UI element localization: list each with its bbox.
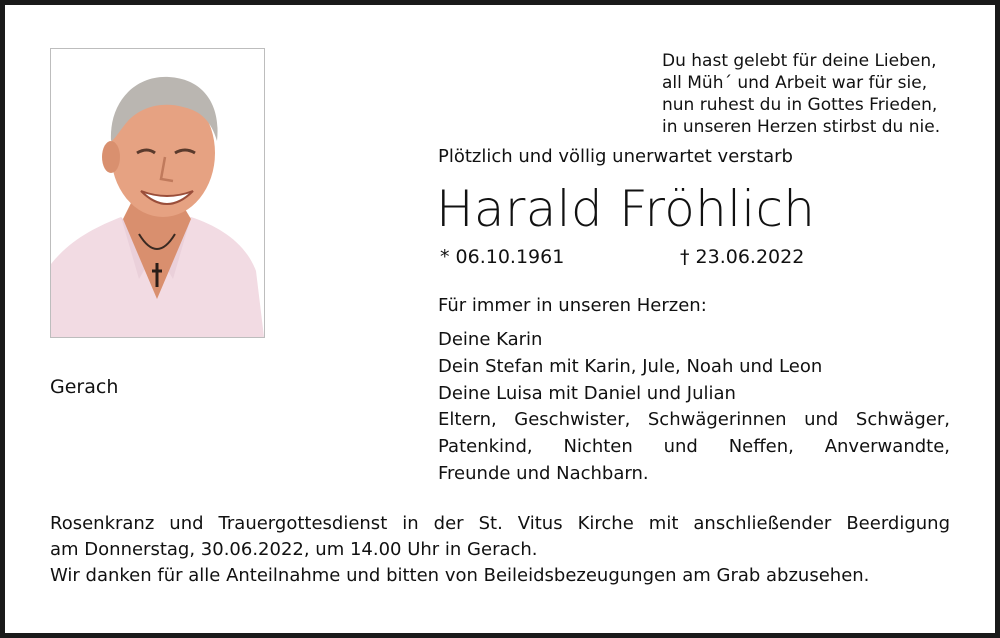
place-of-residence: Gerach bbox=[50, 376, 119, 398]
poem-line: nun ruhest du in Gottes Frieden, bbox=[662, 95, 938, 115]
portrait-illustration bbox=[51, 49, 264, 337]
mourner-line: Dein Stefan mit Karin, Jule, Noah und Leon bbox=[438, 355, 823, 377]
mourner-line: Patenkind, Nichten und Neffen, Anverwandte, bbox=[438, 436, 950, 458]
birth-date: * 06.10.1961 bbox=[440, 246, 565, 268]
mourner-line: Deine Luisa mit Daniel und Julian bbox=[438, 382, 736, 404]
mourner-line: Freunde und Nachbarn. bbox=[438, 462, 649, 484]
poem bbox=[662, 50, 940, 138]
remembrance-heading: Für immer in unseren Herzen: bbox=[438, 295, 707, 316]
mourner-line: Eltern, Geschwister, Schwägerinnen und Schwäger, bbox=[438, 409, 950, 431]
death-date: † 23.06.2022 bbox=[680, 246, 805, 268]
death-announcement-intro: Plötzlich und völlig unerwartet verstarb bbox=[438, 146, 793, 167]
portrait-photo bbox=[50, 48, 265, 338]
poem-line: in unseren Herzen stirbst du nie. bbox=[662, 117, 941, 137]
service-line: am Donnerstag, 30.06.2022, um 14.00 Uhr in Gerach. bbox=[50, 539, 538, 560]
mourner-line: Deine Karin bbox=[438, 329, 543, 350]
thanks-note: Wir danken für alle Anteilnahme und bitten von Beileidsbezeugungen am Grab abzusehen. bbox=[50, 565, 870, 586]
mourners-list bbox=[438, 327, 950, 488]
service-line: Rosenkranz und Trauergottesdienst in der St. Vitus Kirche mit anschließender Beerdigung bbox=[50, 513, 950, 534]
poem-line: all Müh´ und Arbeit war für sie, bbox=[662, 73, 928, 93]
poem-line: Du hast gelebt für deine Lieben, bbox=[662, 51, 937, 71]
funeral-service-info bbox=[50, 511, 950, 563]
deceased-name: Harald Fröhlich bbox=[436, 180, 816, 238]
